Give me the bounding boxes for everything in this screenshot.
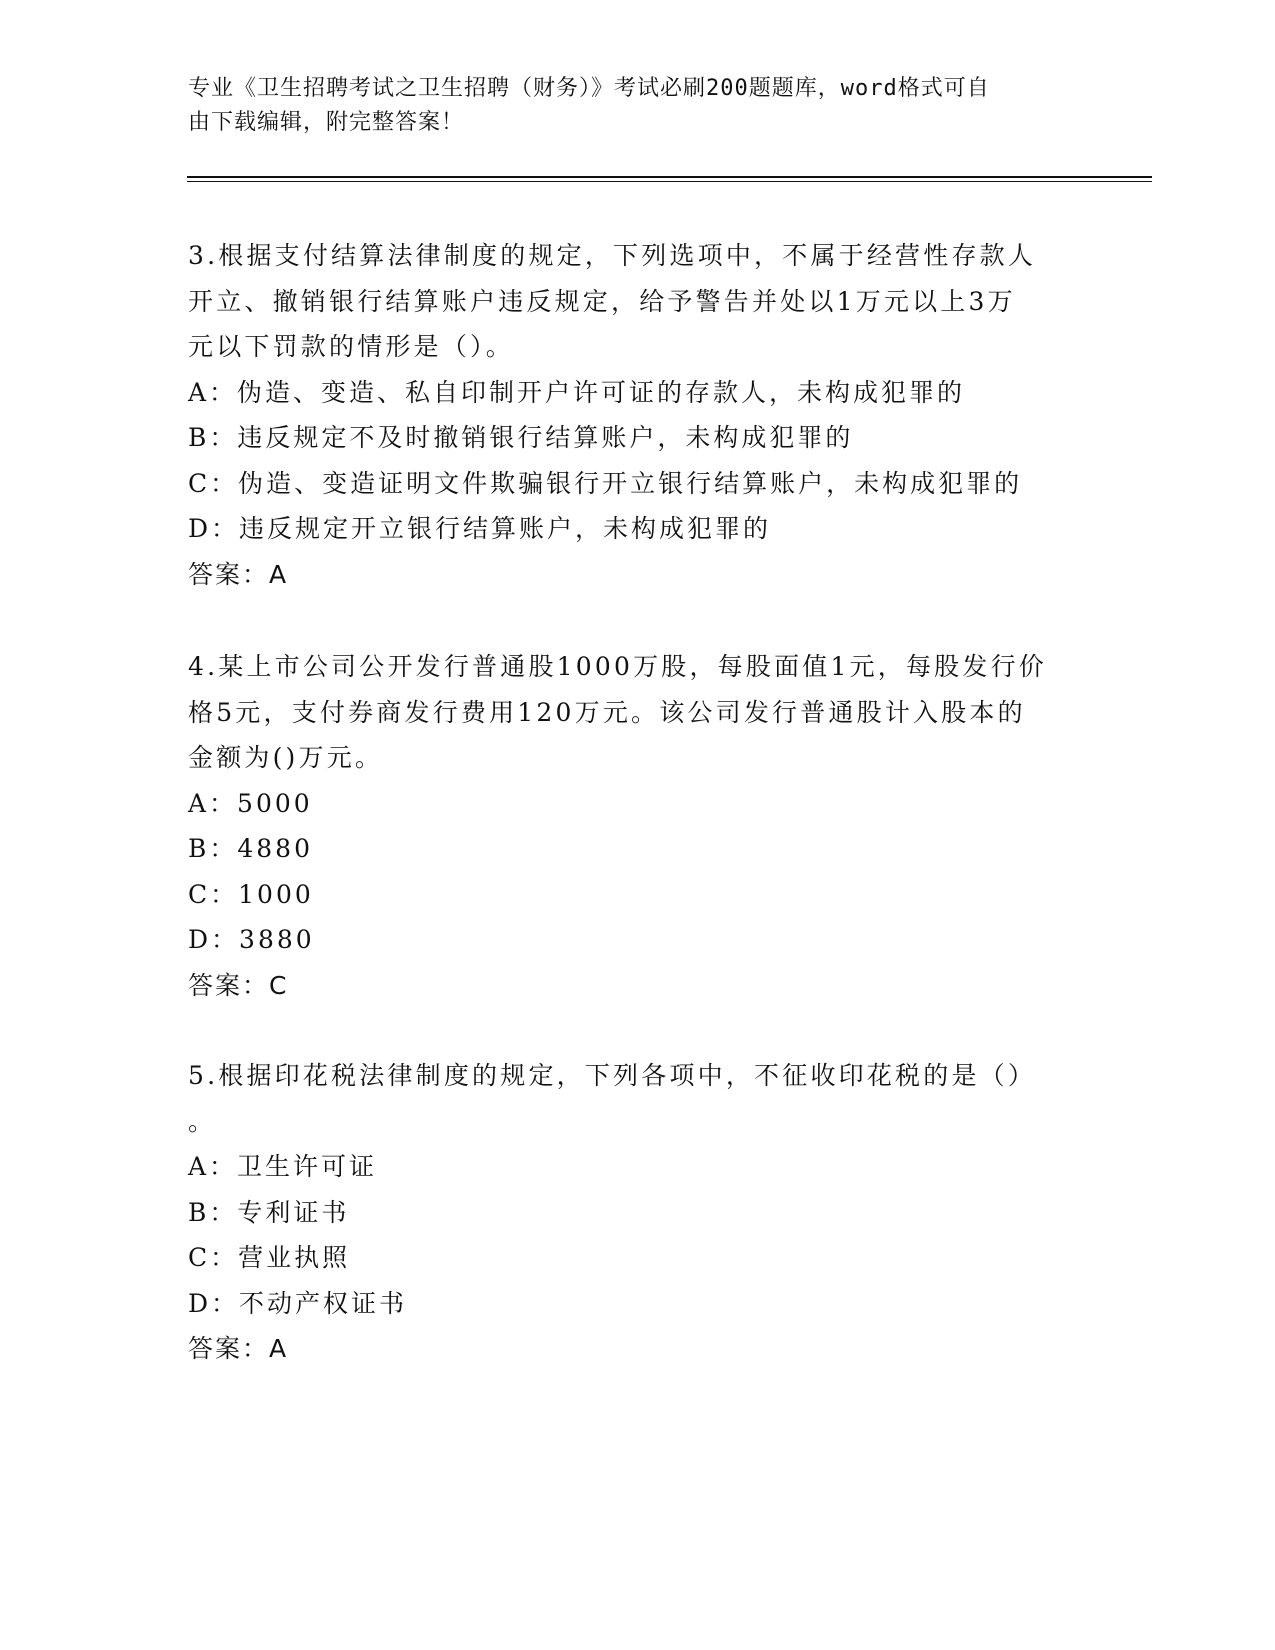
- header-line-2: 由下载编辑，附完整答案！: [188, 110, 465, 135]
- question-stem-line: 5.根据印花税法律制度的规定，下列各项中，不征收印花税的是（）: [188, 1061, 1037, 1090]
- option-c: C：伪造、变造证明文件欺骗银行开立银行结算账户，未构成犯罪的: [188, 468, 1023, 498]
- document-header: [188, 72, 1088, 140]
- header-divider-thin: [187, 181, 1152, 182]
- question-4: [188, 644, 1088, 1008]
- question-3: [188, 233, 1088, 597]
- option-d: D：3880: [188, 925, 315, 954]
- question-stem-line: 4.某上市公司公开发行普通股1000万股，每股面值1元，每股发行价: [188, 652, 1047, 681]
- question-stem-line: 。: [188, 1106, 217, 1136]
- option-b: B：专利证书: [188, 1197, 350, 1227]
- question-stem-line: 元以下罚款的情形是（）。: [188, 332, 514, 361]
- question-stem-line: 3.根据支付结算法律制度的规定，下列选项中，不属于经营性存款人: [188, 241, 1037, 270]
- option-a: A：卫生许可证: [188, 1152, 378, 1181]
- option-c: C：1000: [188, 879, 314, 909]
- option-b: B：违反规定不及时撤销银行结算账户，未构成犯罪的: [188, 423, 854, 452]
- option-b: B：4880: [188, 834, 313, 863]
- header-divider-thick: [187, 176, 1152, 178]
- question-stem-line: 格5元，支付券商发行费用120万元。该公司发行普通股计入股本的: [188, 697, 1026, 727]
- option-d: D：违反规定开立银行结算账户，未构成犯罪的: [188, 514, 772, 543]
- question-stem-line: 金额为()万元。: [188, 743, 384, 772]
- answer: 答案：A: [188, 559, 289, 589]
- option-a: A：伪造、变造、私自印制开户许可证的存款人，未构成犯罪的: [188, 377, 966, 407]
- option-c: C：营业执照: [188, 1243, 351, 1272]
- answer: 答案：A: [188, 1334, 289, 1363]
- option-d: D：不动产权证书: [188, 1288, 408, 1318]
- option-a: A：5000: [188, 788, 313, 818]
- header-line-1: 专业《卫生招聘考试之卫生招聘（财务）》考试必刷200题题库，word格式可自: [188, 76, 990, 101]
- question-stem-line: 开立、撤销银行结算账户违反规定，给予警告并处以1万元以上3万: [188, 286, 1016, 316]
- question-5: [188, 1053, 1088, 1372]
- answer: 答案：C: [188, 970, 289, 1000]
